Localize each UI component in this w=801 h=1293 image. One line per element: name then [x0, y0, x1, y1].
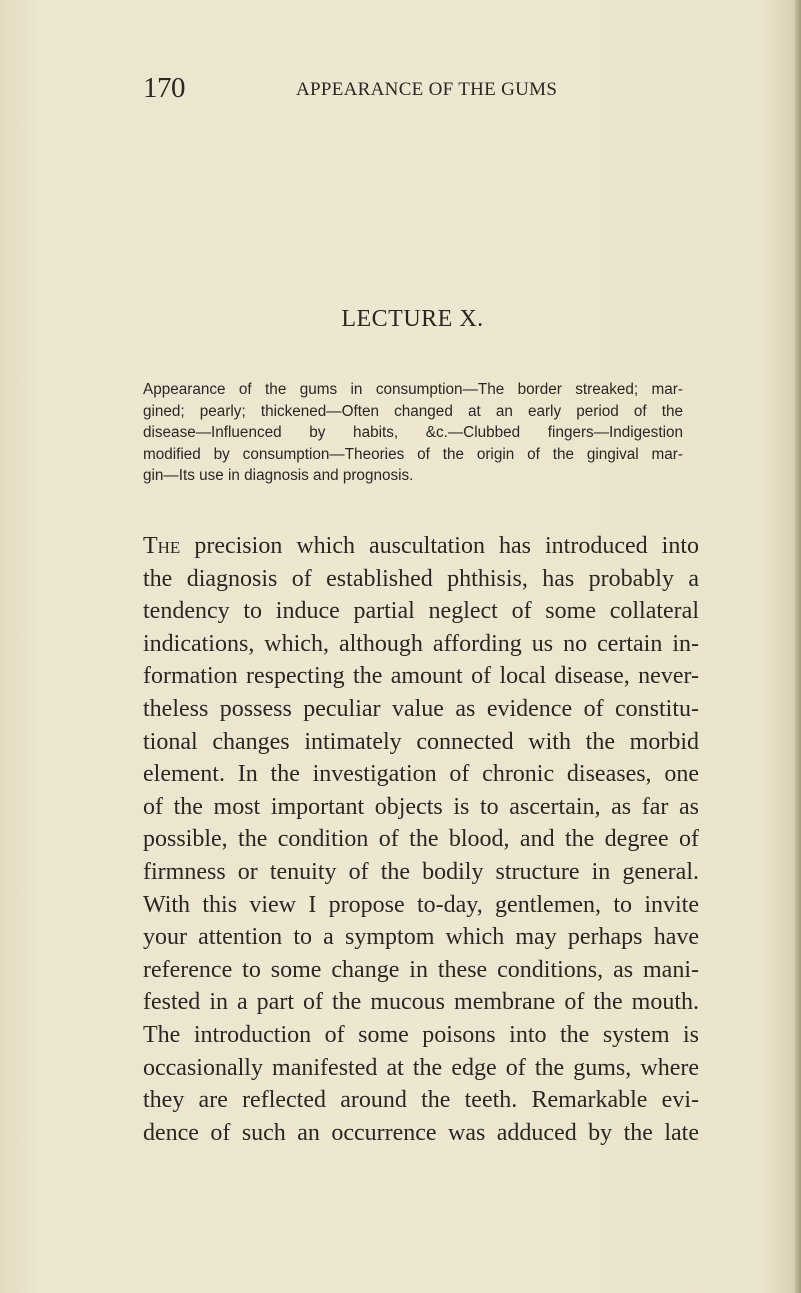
body-line — [143, 530, 699, 563]
body-line: tional changes intimately connected with the morbid — [143, 728, 699, 755]
body-paragraph — [143, 530, 699, 1149]
body-line: the diagnosis of established phthisis, has probably a — [143, 565, 699, 592]
body-line: formation respecting the amount of local disease, never- — [143, 663, 699, 690]
body-line: The introduction of some poisons into the system is — [143, 1021, 699, 1048]
body-line: dence of such an occurrence was adduced by the late — [143, 1119, 699, 1146]
body-line: With this view I propose to-day, gentlemen, to invite — [143, 891, 699, 918]
body-line: fested in a part of the mucous membrane of the mouth. — [143, 989, 699, 1016]
body-line: your attention to a symptom which may perhaps have — [143, 924, 699, 951]
summary-line: Appearance of the gums in consumption—The border streaked; mar- — [143, 381, 683, 398]
summary-line: disease—Influenced by habits, &c.—Clubbed fingers—Indigestion — [143, 424, 683, 441]
summary-line: gin—Its use in diagnosis and prognosis. — [143, 467, 414, 484]
summary-line: modified by consumption—Theories of the origin of the gingival mar- — [143, 445, 683, 463]
body-line: occasionally manifested at the edge of the gums, where — [143, 1054, 699, 1081]
page-edge-shadow — [795, 0, 801, 1293]
body-line: indications, which, although affording us no certain in- — [143, 630, 699, 657]
body-line: firmness or tenuity of the bodily structure in general. — [143, 858, 699, 885]
body-line: they are reflected around the teeth. Remarkable evi- — [143, 1087, 699, 1114]
body-line: theless possess peculiar value as evidence of constitu- — [143, 695, 699, 722]
body-line: tendency to induce partial neglect of some collateral — [143, 598, 699, 625]
summary-line: gined; pearly; thickened—Often changed at an early period of the — [143, 402, 683, 420]
body-line: possible, the condition of the blood, and the degree of — [143, 826, 699, 853]
body-line: reference to some change in these conditions, as mani- — [143, 956, 699, 983]
first-line-rest: precision which auscultation has introduced into — [180, 533, 699, 559]
running-head: APPEARANCE OF THE GUMS — [296, 79, 558, 100]
lecture-summary — [143, 379, 683, 487]
opening-word: The — [143, 533, 181, 559]
lecture-title: LECTURE X. — [341, 306, 484, 332]
page-number: 170 — [143, 72, 185, 104]
body-line: of the most important objects is to ascertain, as far as — [143, 793, 699, 820]
body-line: element. In the investigation of chronic diseases, one — [143, 761, 699, 788]
